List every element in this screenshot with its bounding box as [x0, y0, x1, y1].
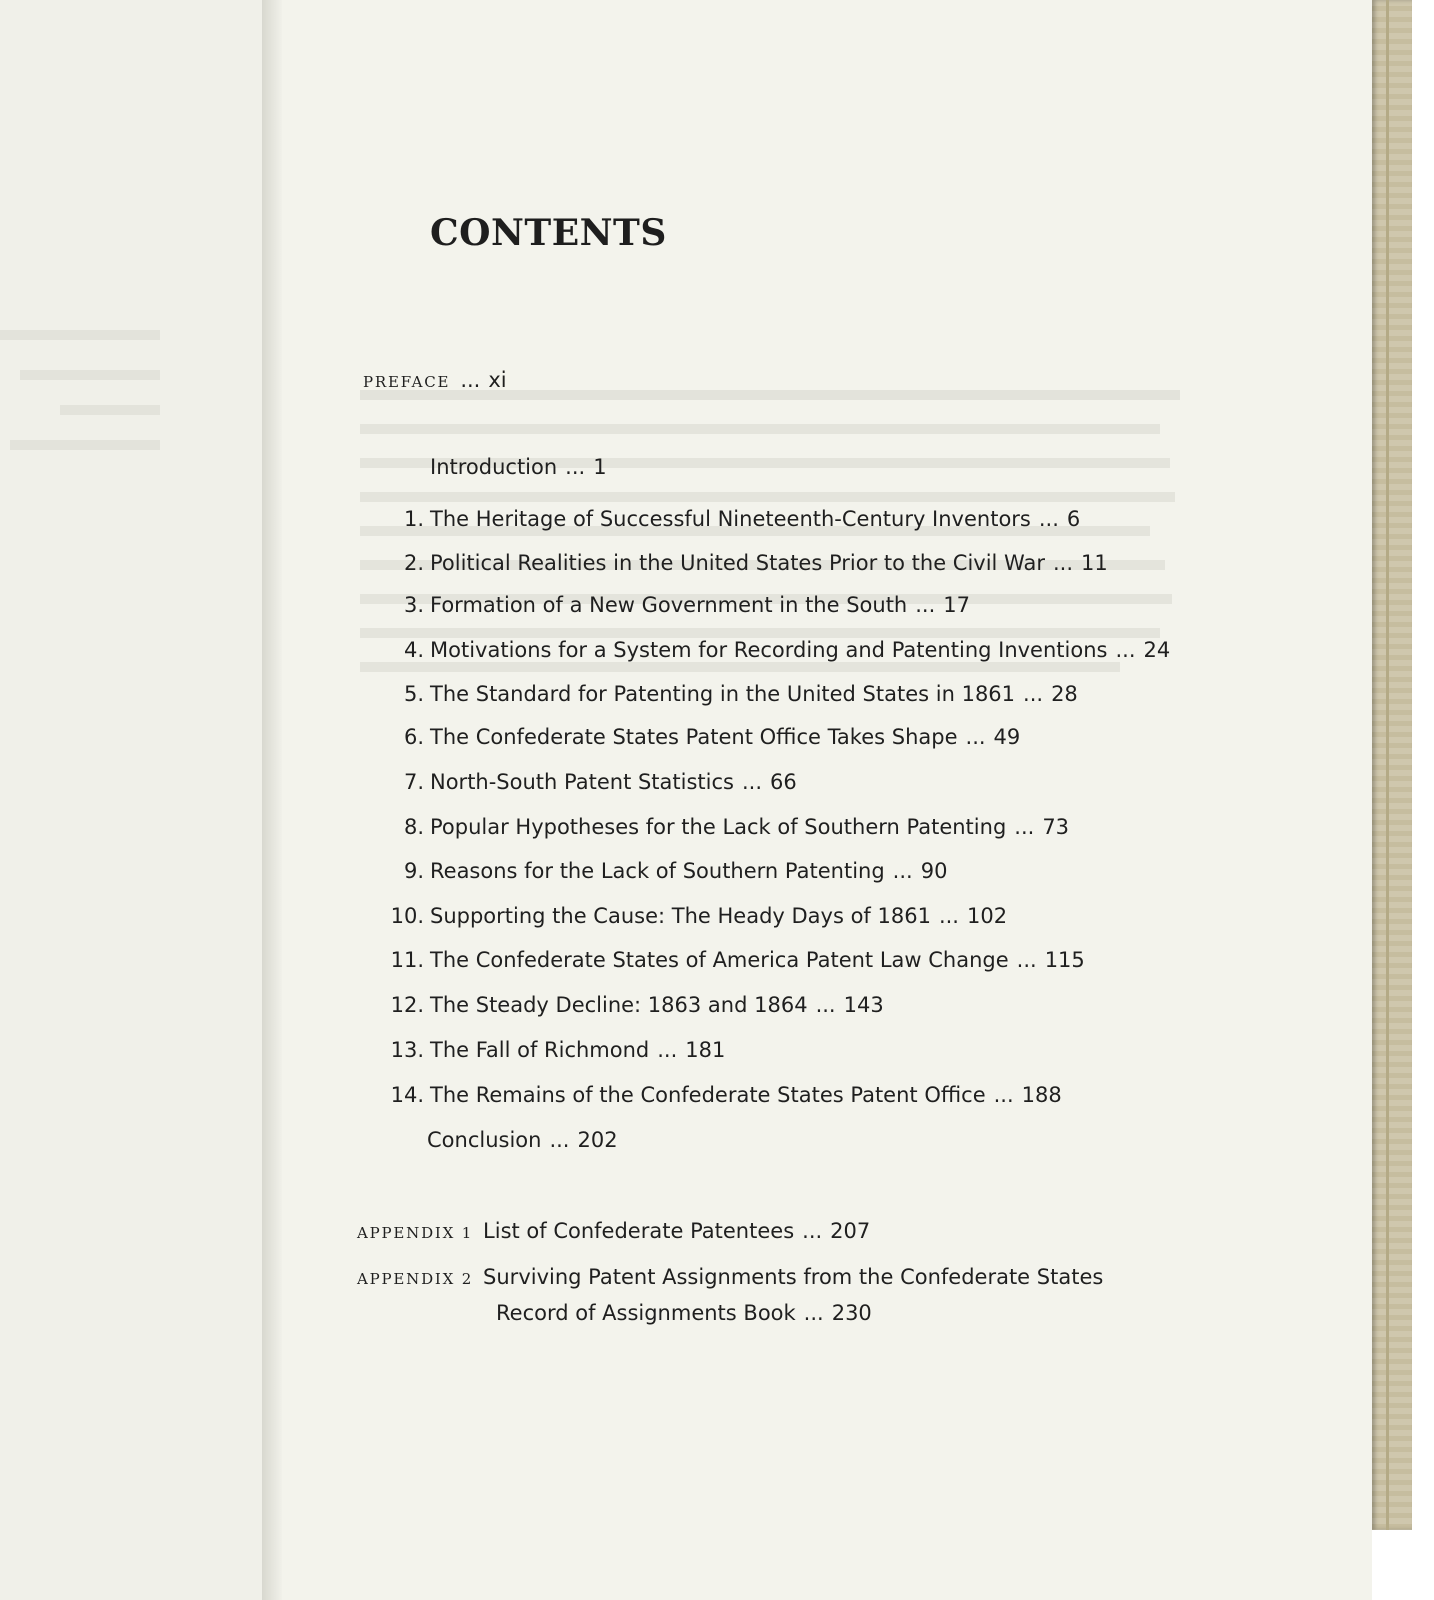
chapter-title: Formation of a New Government in the South — [430, 593, 908, 617]
appendix-sep: ... — [803, 1301, 824, 1325]
conclusion-sep: ... — [549, 1128, 570, 1152]
conclusion-page: 202 — [577, 1128, 618, 1152]
chapter-number: 4. — [403, 638, 424, 662]
chapter-sep: ... — [1023, 682, 1044, 706]
chapter-number: 1. — [403, 507, 424, 531]
chapter-number: 2. — [403, 551, 424, 575]
chapter-number: 9. — [403, 859, 424, 883]
introduction-sep: ... — [565, 455, 586, 479]
chapter-title: The Heritage of Successful Nineteenth-Century Inventors — [430, 507, 1031, 531]
chapter-number: 7. — [403, 770, 424, 794]
chapter-sep: ... — [892, 859, 913, 883]
toc-chapter — [384, 859, 947, 883]
chapter-page: 11 — [1081, 551, 1108, 575]
chapter-sep: ... — [915, 593, 936, 617]
toc-chapter — [384, 593, 970, 617]
preface-page: xi — [488, 368, 507, 392]
chapter-page: 28 — [1051, 682, 1078, 706]
preface-label: PREFACE — [363, 373, 451, 391]
appendix-label: APPENDIX 1 — [357, 1224, 474, 1242]
chapter-sep: ... — [1052, 551, 1074, 575]
chapter-sep: ... — [993, 1083, 1014, 1107]
toc-introduction — [430, 455, 607, 479]
page-title: CONTENTS — [430, 212, 667, 254]
book-cover-edge — [1372, 0, 1412, 1530]
chapter-title: Reasons for the Lack of Southern Patenting — [430, 859, 885, 883]
chapter-title: Popular Hypotheses for the Lack of Southern Patenting — [430, 815, 1007, 839]
toc-chapter — [384, 1083, 1062, 1107]
toc-chapter — [384, 815, 1069, 839]
chapter-sep: ... — [1014, 815, 1035, 839]
chapter-page: 24 — [1143, 638, 1171, 662]
chapter-title: North-South Patent Statistics — [430, 770, 734, 794]
chapter-page: 143 — [843, 993, 884, 1017]
chapter-number: 8. — [403, 815, 424, 839]
chapter-number: 5. — [403, 682, 424, 706]
appendix-title-line2: Record of Assignments Book — [496, 1301, 796, 1325]
chapter-page: 6 — [1066, 507, 1081, 531]
chapter-title: Motivations for a System for Recording and Patenting Inventions — [430, 638, 1108, 662]
introduction-page: 1 — [593, 455, 607, 479]
appendix-title-line1: Surviving Patent Assignments from the Confederate States — [483, 1265, 1104, 1289]
chapter-sep: ... — [1038, 507, 1059, 531]
introduction-label: Introduction — [430, 455, 558, 479]
toc-chapter — [384, 948, 1085, 972]
toc-chapter — [384, 993, 884, 1017]
chapter-number: 11. — [390, 948, 424, 972]
chapter-page: 49 — [993, 725, 1021, 749]
chapter-number: 14. — [390, 1083, 424, 1107]
conclusion-label: Conclusion — [427, 1128, 542, 1152]
appendix-sep: ... — [802, 1219, 823, 1243]
chapter-page: 181 — [685, 1038, 726, 1062]
chapter-number: 6. — [403, 725, 424, 749]
chapter-sep: ... — [965, 725, 986, 749]
toc-appendix — [357, 1219, 870, 1243]
chapter-page: 66 — [770, 770, 797, 794]
toc-chapter — [384, 1038, 725, 1062]
chapter-title: The Standard for Patenting in the United States in 1861 — [430, 682, 1016, 706]
appendix-page: 230 — [831, 1301, 872, 1325]
appendix-title: List of Confederate Patentees — [483, 1219, 795, 1243]
toc-chapter — [384, 507, 1080, 531]
left-page — [0, 0, 272, 1600]
chapter-page: 17 — [943, 593, 971, 617]
chapter-page: 115 — [1044, 948, 1085, 972]
chapter-page: 73 — [1042, 815, 1070, 839]
chapter-title: The Remains of the Confederate States Patent Office — [430, 1083, 986, 1107]
toc-chapter — [384, 904, 1007, 928]
chapter-title: The Confederate States Patent Office Takes Shape — [430, 725, 958, 749]
toc-preface — [363, 368, 507, 392]
toc-chapter — [384, 551, 1108, 575]
chapter-title: The Steady Decline: 1863 and 1864 — [430, 993, 808, 1017]
chapter-title: Supporting the Cause: The Heady Days of 1861 — [430, 904, 931, 928]
toc-chapter — [384, 770, 797, 794]
chapter-number: 13. — [390, 1038, 424, 1062]
chapter-title: The Fall of Richmond — [430, 1038, 650, 1062]
chapter-sep: ... — [657, 1038, 678, 1062]
chapter-page: 102 — [966, 904, 1008, 928]
toc-appendix — [357, 1265, 1103, 1289]
toc-chapter — [384, 682, 1078, 706]
chapter-title: Political Realities in the United States Prior to the Civil War — [430, 551, 1045, 575]
chapter-page: 188 — [1021, 1083, 1062, 1107]
chapter-sep: ... — [1016, 948, 1037, 972]
toc-chapter — [384, 638, 1170, 662]
toc-appendix-continuation — [496, 1301, 872, 1325]
cover-edge-line — [1386, 0, 1389, 1530]
chapter-page: 90 — [920, 859, 948, 883]
preface-sep: ... — [460, 368, 481, 392]
chapter-sep: ... — [938, 904, 959, 928]
chapter-sep: ... — [1115, 638, 1136, 662]
toc-conclusion — [427, 1128, 618, 1152]
chapter-number: 10. — [390, 904, 424, 928]
appendix-page: 207 — [830, 1219, 871, 1243]
chapter-sep: ... — [815, 993, 836, 1017]
chapter-title: The Confederate States of America Patent Law Change — [430, 948, 1009, 972]
chapter-number: 12. — [390, 993, 424, 1017]
chapter-sep: ... — [741, 770, 763, 794]
chapter-number: 3. — [403, 593, 424, 617]
appendix-label: APPENDIX 2 — [357, 1270, 474, 1288]
toc-chapter — [384, 725, 1020, 749]
